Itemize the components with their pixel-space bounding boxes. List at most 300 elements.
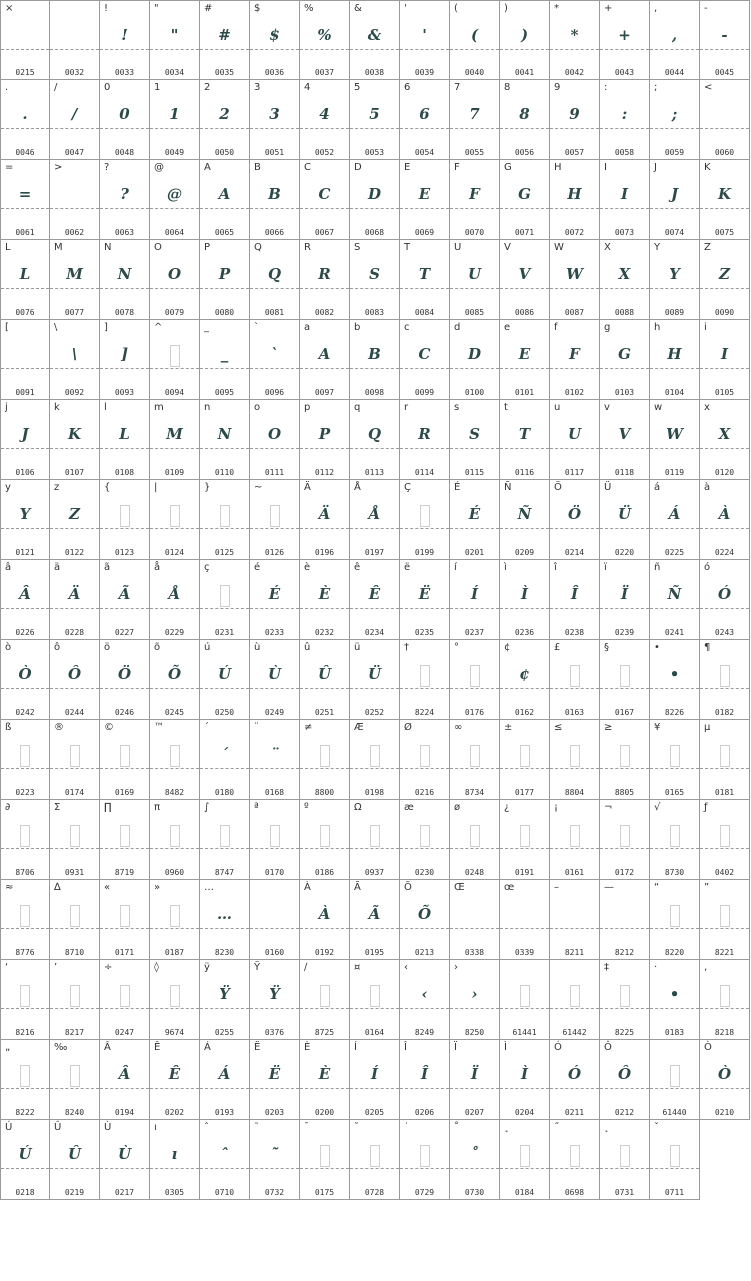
glyph-cell [700, 320, 750, 400]
glyph-cell [50, 400, 100, 480]
glyph-sample: Õ [417, 905, 432, 923]
baseline-guide [650, 288, 699, 289]
character-label: | [154, 482, 158, 493]
glyph-sample: Ê [368, 585, 381, 603]
glyph-cell [550, 320, 600, 400]
glyph-cell [100, 640, 150, 720]
character-code: 0165 [664, 788, 685, 797]
glyph-sample: \ [71, 345, 78, 363]
glyph-cell [650, 880, 700, 960]
glyph-cell [300, 240, 350, 320]
missing-glyph-box [500, 984, 549, 1008]
character-label: ] [104, 322, 108, 333]
glyph-sample: * [570, 26, 579, 44]
character-code: 0034 [164, 68, 185, 77]
character-label: è [304, 562, 311, 573]
missing-glyph-box [650, 1144, 699, 1168]
character-code: 8217 [64, 1028, 85, 1037]
character-code: 0698 [564, 1188, 585, 1197]
glyph-cell [450, 640, 500, 720]
character-code: 0174 [64, 788, 85, 797]
missing-glyph-box [100, 824, 149, 848]
character-code: 61440 [662, 1108, 687, 1117]
baseline-guide [500, 688, 549, 689]
glyph-cell [550, 880, 600, 960]
glyph-cell [300, 480, 350, 560]
baseline-guide [650, 49, 699, 50]
baseline-guide [450, 208, 499, 209]
character-code: 0248 [464, 868, 485, 877]
missing-glyph-box [400, 664, 449, 688]
glyph-sample: ! [121, 26, 128, 44]
character-code: 0038 [364, 68, 385, 77]
baseline-guide [300, 848, 349, 849]
character-label: O [154, 242, 162, 253]
character-label: z [54, 482, 60, 493]
baseline-guide [100, 608, 149, 609]
character-label: ? [104, 162, 110, 173]
glyph-cell [100, 400, 150, 480]
glyph-cell [500, 560, 550, 640]
baseline-guide [600, 128, 649, 129]
character-label: ö [104, 642, 111, 653]
glyph-cell [0, 400, 50, 480]
glyph-cell [400, 480, 450, 560]
glyph-sample: = [18, 185, 32, 203]
glyph-cell [150, 240, 200, 320]
glyph-cell [150, 560, 200, 640]
baseline-guide [50, 928, 99, 929]
character-code: 0193 [214, 1108, 235, 1117]
glyph-cell [350, 80, 400, 160]
baseline-guide [650, 528, 699, 529]
missing-glyph-box [350, 1144, 399, 1168]
baseline-guide [100, 1008, 149, 1009]
character-code: 0056 [514, 148, 535, 157]
character-code: 0055 [464, 148, 485, 157]
character-code: 0199 [414, 548, 435, 557]
glyph-sample: S [469, 425, 480, 443]
baseline-guide [150, 768, 199, 769]
baseline-guide [400, 448, 449, 449]
baseline-guide [350, 208, 399, 209]
character-code: 0937 [364, 868, 385, 877]
baseline-guide [350, 528, 399, 529]
character-label: ˘ [354, 1122, 359, 1133]
glyph-cell [100, 0, 150, 80]
baseline-guide [450, 448, 499, 449]
glyph-sample: ˆ [220, 1145, 229, 1163]
character-code: 0089 [664, 308, 685, 317]
glyph-sample: Â [19, 585, 31, 603]
character-label: Ú [5, 1122, 13, 1133]
character-code: 0227 [114, 628, 135, 637]
glyph-cell [500, 640, 550, 720]
character-code: 0931 [64, 868, 85, 877]
character-code: 0216 [414, 788, 435, 797]
baseline-guide [100, 928, 149, 929]
glyph-cell [550, 960, 600, 1040]
baseline-guide [600, 448, 649, 449]
glyph-cell [600, 0, 650, 80]
glyph-cell [350, 720, 400, 800]
baseline-guide [1, 528, 49, 529]
baseline-guide [450, 928, 499, 929]
glyph-sample: Ó [717, 585, 732, 603]
character-label: N [104, 242, 112, 253]
character-code: 0069 [414, 228, 435, 237]
character-code: 0068 [364, 228, 385, 237]
glyph-cell [150, 640, 200, 720]
character-label: õ [154, 642, 161, 653]
glyph-sample: Ì [520, 585, 529, 603]
baseline-guide [350, 49, 399, 50]
missing-glyph-box [50, 984, 99, 1008]
character-label: Â [104, 1042, 111, 1053]
character-code: 0104 [664, 388, 685, 397]
character-code: 8725 [314, 1028, 335, 1037]
glyph-cell [500, 720, 550, 800]
character-code: 0160 [264, 948, 285, 957]
baseline-guide [450, 608, 499, 609]
glyph-cell [650, 1120, 700, 1200]
baseline-guide [200, 448, 249, 449]
glyph-sample: C [418, 345, 431, 363]
glyph-cell [0, 320, 50, 400]
glyph-sample: ¢ [519, 665, 530, 683]
glyph-sample: $ [269, 26, 280, 44]
character-code: 0036 [264, 68, 285, 77]
glyph-sample: P [218, 265, 231, 283]
character-label: © [104, 722, 114, 733]
glyph-cell [250, 0, 300, 80]
character-code: 0233 [264, 628, 285, 637]
baseline-guide [350, 368, 399, 369]
glyph-cell [700, 640, 750, 720]
character-label: ; [654, 82, 658, 93]
character-code: 0223 [15, 788, 35, 797]
glyph-sample: Ö [117, 665, 132, 683]
missing-glyph-box [200, 824, 249, 848]
glyph-cell [350, 640, 400, 720]
baseline-guide [1, 448, 49, 449]
missing-glyph-box [50, 1064, 99, 1088]
glyph-cell [450, 80, 500, 160]
glyph-cell [0, 960, 50, 1040]
baseline-guide [450, 49, 499, 50]
character-label: a [304, 322, 311, 333]
glyph-sample: Ë [268, 1065, 281, 1083]
character-code: 0092 [64, 388, 85, 397]
character-code: 0080 [214, 308, 235, 317]
character-label: 0 [104, 82, 111, 93]
character-label: ó [704, 562, 711, 573]
glyph-cell [650, 400, 700, 480]
glyph-cell [200, 480, 250, 560]
missing-glyph-box [150, 984, 199, 1008]
glyph-cell [250, 240, 300, 320]
character-code: 8224 [414, 708, 435, 717]
character-label: p [304, 402, 311, 413]
glyph-cell [400, 320, 450, 400]
glyph-cell [350, 560, 400, 640]
character-code: 0209 [514, 548, 535, 557]
baseline-guide [450, 848, 499, 849]
character-label: Z [704, 242, 711, 253]
glyph-sample: : [621, 105, 628, 123]
missing-glyph-box [200, 504, 249, 528]
character-code: 0046 [15, 148, 35, 157]
baseline-guide [350, 1008, 399, 1009]
character-code: 0101 [514, 388, 535, 397]
glyph-cell [450, 560, 500, 640]
glyph-cell [500, 800, 550, 880]
glyph-sample: S [369, 265, 380, 283]
glyph-sample: O [267, 425, 282, 443]
character-code: 0103 [614, 388, 635, 397]
missing-glyph-box [550, 824, 599, 848]
character-label: l [104, 402, 107, 413]
glyph-sample: V [618, 425, 631, 443]
baseline-guide [500, 1008, 549, 1009]
character-label: V [504, 242, 511, 253]
character-code: 0250 [214, 708, 235, 717]
glyph-sample: 7 [469, 105, 480, 123]
missing-glyph-box [300, 824, 349, 848]
baseline-guide [150, 448, 199, 449]
baseline-guide [650, 848, 699, 849]
glyph-cell [600, 560, 650, 640]
baseline-guide [150, 1088, 199, 1089]
character-code: 61442 [562, 1028, 587, 1037]
glyph-cell [600, 1120, 650, 1200]
character-label: X [604, 242, 611, 253]
missing-glyph-box [1, 824, 49, 848]
glyph-sample: Å [368, 505, 381, 523]
baseline-guide [650, 928, 699, 929]
character-label: ª [254, 802, 259, 813]
glyph-cell [100, 1120, 150, 1200]
glyph-cell [700, 720, 750, 800]
glyph-cell [150, 480, 200, 560]
glyph-sample: Ê [168, 1065, 181, 1083]
baseline-guide [550, 848, 599, 849]
character-label: ˜ [254, 1122, 259, 1133]
character-label: É [454, 482, 461, 493]
glyph-sample: À [318, 905, 331, 923]
baseline-guide [500, 368, 549, 369]
character-label: Ø [404, 722, 412, 733]
character-code: 0048 [114, 148, 135, 157]
character-label: ñ [654, 562, 661, 573]
character-code: 0064 [164, 228, 185, 237]
missing-glyph-box [150, 904, 199, 928]
character-label: y [5, 482, 11, 493]
glyph-cell [0, 480, 50, 560]
baseline-guide [50, 448, 99, 449]
glyph-cell [150, 1120, 200, 1200]
character-label: ‹ [404, 962, 408, 973]
glyph-sample: U [567, 425, 582, 443]
character-code: 0225 [664, 548, 685, 557]
character-code: 0242 [15, 708, 35, 717]
baseline-guide [300, 928, 349, 929]
glyph-sample: B [368, 345, 381, 363]
baseline-guide [700, 128, 749, 129]
glyph-cell [250, 1120, 300, 1200]
glyph-cell [600, 800, 650, 880]
glyph-cell [300, 400, 350, 480]
missing-glyph-box [50, 744, 99, 768]
character-code: 0120 [714, 468, 735, 477]
glyph-sample: ´ [220, 745, 229, 763]
character-code: 0732 [264, 1188, 285, 1197]
character-label: ß [5, 722, 12, 733]
character-code: 0119 [664, 468, 685, 477]
glyph-sample: M [66, 265, 83, 283]
character-code: 0071 [514, 228, 535, 237]
baseline-guide [600, 208, 649, 209]
character-label: Õ [404, 882, 412, 893]
glyph-sample: W [666, 425, 683, 443]
glyph-cell [350, 240, 400, 320]
glyph-cell [350, 320, 400, 400]
glyph-cell [100, 880, 150, 960]
glyph-sample: È [318, 585, 331, 603]
character-label: E [404, 162, 411, 173]
character-code: 9674 [164, 1028, 185, 1037]
character-code: 0123 [114, 548, 135, 557]
glyph-cell [100, 160, 150, 240]
glyph-cell [350, 1120, 400, 1200]
character-label: 7 [454, 82, 461, 93]
glyph-cell [50, 320, 100, 400]
missing-glyph-box [100, 504, 149, 528]
baseline-guide [400, 928, 449, 929]
character-label: Ï [454, 1042, 457, 1053]
glyph-cell [400, 800, 450, 880]
baseline-guide [450, 688, 499, 689]
character-label: — [604, 882, 614, 893]
baseline-guide [600, 928, 649, 929]
character-code: 0226 [15, 628, 35, 637]
baseline-guide [50, 608, 99, 609]
character-label: Ê [154, 1042, 161, 1053]
missing-glyph-box [600, 664, 649, 688]
character-label: Ô [604, 1042, 612, 1053]
glyph-cell [450, 880, 500, 960]
glyph-cell [150, 800, 200, 880]
baseline-guide [1, 1168, 49, 1169]
character-code: 0246 [114, 708, 135, 717]
character-label: Ì [504, 1042, 507, 1053]
baseline-guide [450, 1088, 499, 1089]
baseline-guide [450, 1168, 499, 1169]
character-label: ÷ [104, 962, 113, 973]
glyph-sample: Û [317, 665, 332, 683]
character-code: 8730 [664, 868, 685, 877]
character-code: 0183 [664, 1028, 685, 1037]
character-label: } [204, 482, 211, 493]
character-label: @ [154, 162, 164, 173]
glyph-cell [300, 960, 350, 1040]
missing-glyph-box [550, 744, 599, 768]
character-code: 0229 [164, 628, 185, 637]
character-label: i [704, 322, 707, 333]
character-code: 0088 [614, 308, 635, 317]
glyph-sample: , [671, 26, 678, 44]
character-label: › [454, 962, 458, 973]
character-code: 0090 [714, 308, 735, 317]
baseline-guide [300, 49, 349, 50]
character-label: $ [254, 3, 261, 14]
baseline-guide [600, 848, 649, 849]
character-code: 0181 [714, 788, 735, 797]
glyph-cell [250, 160, 300, 240]
glyph-cell [300, 880, 350, 960]
character-code: 0043 [614, 68, 635, 77]
glyph-cell [250, 320, 300, 400]
character-code: 0210 [714, 1108, 735, 1117]
glyph-cell [450, 400, 500, 480]
character-label: Æ [354, 722, 364, 733]
glyph-cell [700, 560, 750, 640]
glyph-sample: C [318, 185, 331, 203]
character-label: D [354, 162, 362, 173]
character-code: 0177 [514, 788, 535, 797]
character-label: & [354, 3, 362, 14]
baseline-guide [450, 288, 499, 289]
glyph-cell [300, 0, 350, 80]
character-code: 0202 [164, 1108, 185, 1117]
glyph-cell [400, 0, 450, 80]
character-label: U [454, 242, 462, 253]
character-label: x [704, 402, 710, 413]
character-label: ˆ [204, 1122, 209, 1133]
glyph-cell [650, 720, 700, 800]
character-label: ‰ [54, 1042, 68, 1053]
glyph-cell [450, 720, 500, 800]
missing-glyph-box [500, 1144, 549, 1168]
baseline-guide [150, 688, 199, 689]
glyph-cell [650, 0, 700, 80]
character-label: ¥ [654, 722, 661, 733]
glyph-sample: Ì [520, 1065, 529, 1083]
glyph-cell [200, 640, 250, 720]
glyph-sample: A [218, 185, 231, 203]
character-code: 0162 [514, 708, 535, 717]
character-label: j [5, 402, 8, 413]
character-label: F [454, 162, 460, 173]
glyph-cell [200, 1040, 250, 1120]
glyph-cell [300, 320, 350, 400]
glyph-cell [550, 560, 600, 640]
baseline-guide [400, 49, 449, 50]
character-code: 8706 [15, 868, 35, 877]
baseline-guide [100, 368, 149, 369]
glyph-sample: & [367, 26, 382, 44]
character-code: 0084 [414, 308, 435, 317]
baseline-guide [200, 49, 249, 50]
baseline-guide [250, 528, 299, 529]
baseline-guide [250, 848, 299, 849]
glyph-sample: I [720, 345, 729, 363]
character-label: ∂ [5, 802, 11, 813]
missing-glyph-box [500, 824, 549, 848]
glyph-cell [400, 400, 450, 480]
character-code: 0164 [364, 1028, 385, 1037]
character-code: 0251 [314, 708, 335, 717]
